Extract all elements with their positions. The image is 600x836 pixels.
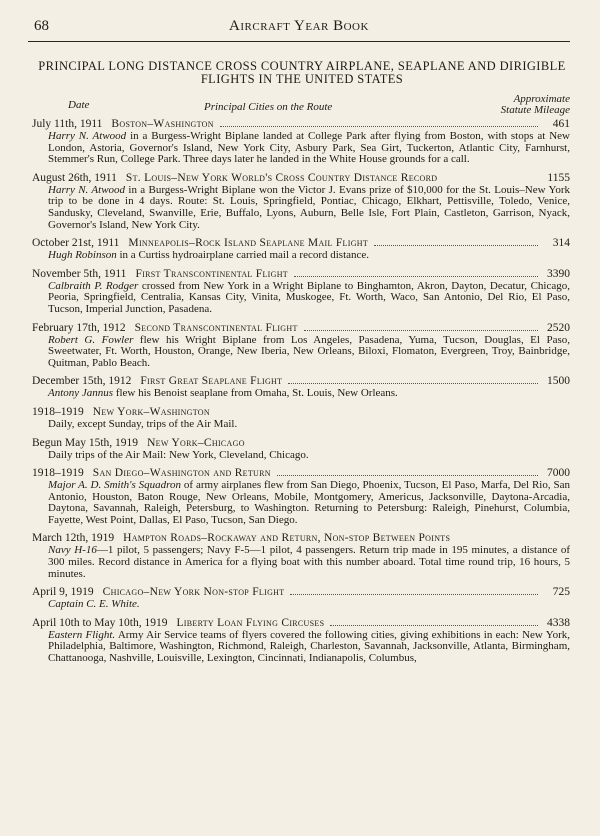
entry-mileage: 7000 — [547, 467, 570, 480]
entry-pilot: Major A. D. Smith's Squadron — [48, 479, 182, 492]
entry-text: in a Burgess-Wright Biplane landed at College Park after flying from Boston, with stops at New London, Astoria, Governor's Island, New York City, Asbury Park, Sea Girt, Tuckerton, Atlantic City, Farnhurst, Stemmer's Run, College Park. Three days later he landed in the White House grounds for a call. — [48, 130, 571, 166]
entry-description — [32, 131, 570, 166]
flight-entry — [32, 466, 570, 526]
column-header-mileage-line2: Statute Mileage — [500, 104, 570, 116]
flight-entry — [32, 267, 570, 316]
entry-mileage: 461 — [552, 118, 570, 130]
entry-heading — [32, 436, 570, 450]
entry-heading — [32, 267, 570, 281]
entry-description — [32, 185, 570, 231]
dot-leader — [288, 383, 538, 384]
entry-pilot: Calbraith P. Rodger — [48, 279, 139, 292]
entry-heading — [32, 405, 570, 419]
entry-date: 1918–1919 — [32, 405, 84, 418]
entry-pilot: Harry N. Atwood — [48, 183, 126, 196]
entry-text: —1 pilot, 5 passengers; Navy F-5—1 pilot, 4 passengers. Return trip made in 195 minutes, a distance of 300 miles. Record distance in America for a flying boat with this number aboard. Total time round trip, 16 hours, 5 minutes. — [48, 544, 570, 580]
column-header-mileage-line1: Approximate — [513, 93, 570, 105]
entry-mileage: 725 — [552, 586, 570, 599]
entry-description — [32, 450, 570, 462]
entry-text: of army airplanes flew from San Diego, Phoenix, Tucson, El Paso, Marfa, Del Rio, San Antonio, Houston, Baton Rouge, New Orleans, Mobile, Montgomery, Americus, Jacksonville, Daytona-Arcadia, Daytona, Savannah, Raleigh, Petersburg, to Washington. Returning to Petersburg: Raleigh, Pinehurst, Columbia, Fayette, West Point, Dallas, El Paso, Tucson, San Diego. — [48, 479, 570, 526]
entry-route: New York–Washington — [92, 405, 210, 418]
flight-entry — [32, 436, 570, 462]
entry-description — [32, 599, 570, 611]
entry-mileage: 2520 — [547, 321, 570, 334]
entry-text: flew his Wright Biplane from Los Angeles, Pasadena, Yuma, Tucson, Douglas, El Paso, Sweetwater, Ft. Worth, Houston, Orange, New Iberia, New Orleans, Biloxi, Flomaton, Evergreen, Troy, Bainbridge, Quitman, Pablo Beach. — [48, 333, 570, 369]
flight-list — [32, 117, 570, 670]
entry-heading — [32, 466, 570, 480]
entry-date: April 9, 1919 — [32, 586, 94, 599]
entry-mileage: 4338 — [547, 616, 570, 629]
page-number: 68 — [34, 18, 49, 34]
entry-heading — [32, 531, 570, 545]
entry-date: November 5th, 1911 — [32, 267, 127, 280]
dot-leader — [294, 276, 538, 277]
entry-pilot: Robert G. Fowler — [48, 333, 134, 346]
entry-heading — [32, 117, 570, 131]
entry-pilot: Harry N. Atwood — [48, 130, 127, 142]
flight-entry — [32, 171, 570, 231]
entry-route: New York–Chicago — [147, 436, 245, 449]
entry-route: Hampton Roads–Rockaway and Return, Non-stop Between Points — [123, 532, 451, 545]
dot-leader — [290, 594, 538, 595]
flight-entry — [32, 616, 570, 665]
entry-text: flew his Benoist seaplane from Omaha, St. Louis, New Orleans. — [113, 387, 398, 400]
column-header-route: Principal Cities on the Route — [204, 101, 333, 113]
dot-leader — [304, 330, 538, 331]
entry-heading — [32, 585, 570, 599]
entry-mileage: 314 — [552, 237, 570, 250]
table-title: PRINCIPAL LONG DISTANCE CROSS COUNTRY AIRPLANE, SEAPLANE AND DIRIGIBLE FLIGHTS IN THE UNITED STATES — [38, 59, 566, 86]
entry-date: July 11th, 1911 — [32, 118, 103, 130]
entry-route: San Diego–Washington and Return — [92, 467, 271, 480]
entry-route: Liberty Loan Flying Circuses — [176, 616, 325, 629]
entry-heading — [32, 616, 570, 630]
entry-description — [32, 480, 570, 526]
entry-mileage: 1155 — [547, 171, 570, 184]
entry-description — [32, 388, 570, 400]
entry-date: Begun May 15th, 1919 — [32, 436, 139, 449]
entry-date: 1918–1919 — [32, 467, 84, 480]
column-header-mileage — [501, 94, 570, 116]
entry-description — [32, 545, 570, 580]
running-title: Aircraft Year Book — [229, 18, 369, 34]
dot-leader — [374, 245, 538, 246]
entry-pilot: Navy H-16 — [48, 544, 97, 557]
entry-date: April 10th to May 10th, 1919 — [32, 616, 168, 629]
entry-description — [32, 250, 570, 262]
entry-route: St. Louis–New York World's Cross Country Distance Record — [125, 171, 438, 184]
header-rule — [28, 41, 570, 42]
dot-leader — [277, 475, 538, 476]
entry-text: in a Curtiss hydroairplane carried mail a record distance. — [116, 249, 370, 262]
entry-route: First Transcontinental Flight — [135, 267, 288, 280]
entry-text: Army Air Service teams of flyers covered the following cities, giving exhibitions in each: New York, Philadelphia, Baltimore, Washington, Richmond, Raleigh, Charleston, Savannah, Jacksonville, Atlanta, Birmingham, Chattanooga, Nashville, Louisville, Lexington, Cincinnati, Indianapolis, Columbus, — [48, 628, 570, 665]
entry-date: October 21st, 1911 — [32, 237, 120, 250]
entry-text: Daily, except Sunday, trips of the Air Mail. — [48, 417, 238, 430]
flight-entry — [32, 117, 570, 166]
entry-pilot: Hugh Robinson — [48, 249, 117, 262]
entry-description — [32, 630, 570, 665]
entry-pilot: Antony Jannus — [48, 387, 114, 400]
entry-date: February 17th, 1912 — [32, 321, 126, 334]
entry-text: in a Burgess-Wright Biplane won the Victor J. Evans prize of $10,000 for the St. Louis–New York trip to be done in 4 days. Route: St. Louis, Springfield, Pontiac, Chicago, Elkhart, Pettisville, Toledo, Venice, Sandusky, Cleveland, Swanville, Erie, Buffalo, Lyons, Auburn, Belle Isle, Fort Plain, Castleton, Garrison, Nyack, Governor's Island, New York City. — [48, 183, 571, 231]
flight-entry — [32, 236, 570, 262]
dot-leader — [220, 126, 538, 127]
flight-entry — [32, 585, 570, 611]
dot-leader — [330, 625, 538, 626]
entry-route: Second Transcontinental Flight — [134, 321, 298, 334]
entry-date: August 26th, 1911 — [32, 171, 117, 184]
entry-pilot: Captain C. E. White. — [48, 598, 140, 611]
entry-route: Boston–Washington — [111, 118, 214, 130]
flight-entry — [32, 374, 570, 400]
column-header-date: Date — [68, 99, 90, 111]
entry-route: First Great Seaplane Flight — [140, 375, 283, 388]
entry-description — [32, 281, 570, 316]
entry-pilot: Eastern Flight. — [48, 628, 116, 641]
entry-heading — [32, 374, 570, 388]
entry-date: December 15th, 1912 — [32, 375, 132, 388]
entry-description — [32, 335, 570, 370]
flight-entry — [32, 321, 570, 370]
entry-mileage: 1500 — [547, 375, 570, 388]
entry-heading — [32, 321, 570, 335]
entry-heading — [32, 236, 570, 250]
flight-entry — [32, 405, 570, 431]
entry-date: March 12th, 1919 — [32, 532, 115, 545]
entry-heading — [32, 171, 570, 185]
entry-mileage: 3390 — [547, 267, 570, 280]
column-headers — [34, 95, 570, 119]
entry-description — [32, 419, 570, 431]
flight-entry — [32, 531, 570, 580]
entry-route: Minneapolis–Rock Island Seaplane Mail Flight — [128, 237, 369, 250]
entry-text: crossed from New York in a Wright Biplane to Binghamton, Akron, Dayton, Decatur, Chicago, Peoria, Springfield, Centralia, Kansas City, Vinita, Muskogee, Ft. Worth, Waco, San Antonio, Del Rio, El Paso, Tucson, Imperial Junction, Pasadena. — [48, 279, 570, 315]
entry-text: Daily trips of the Air Mail: New York, Cleveland, Chicago. — [48, 448, 309, 461]
entry-route: Chicago–New York Non-stop Flight — [102, 586, 285, 599]
page-header — [28, 16, 570, 38]
